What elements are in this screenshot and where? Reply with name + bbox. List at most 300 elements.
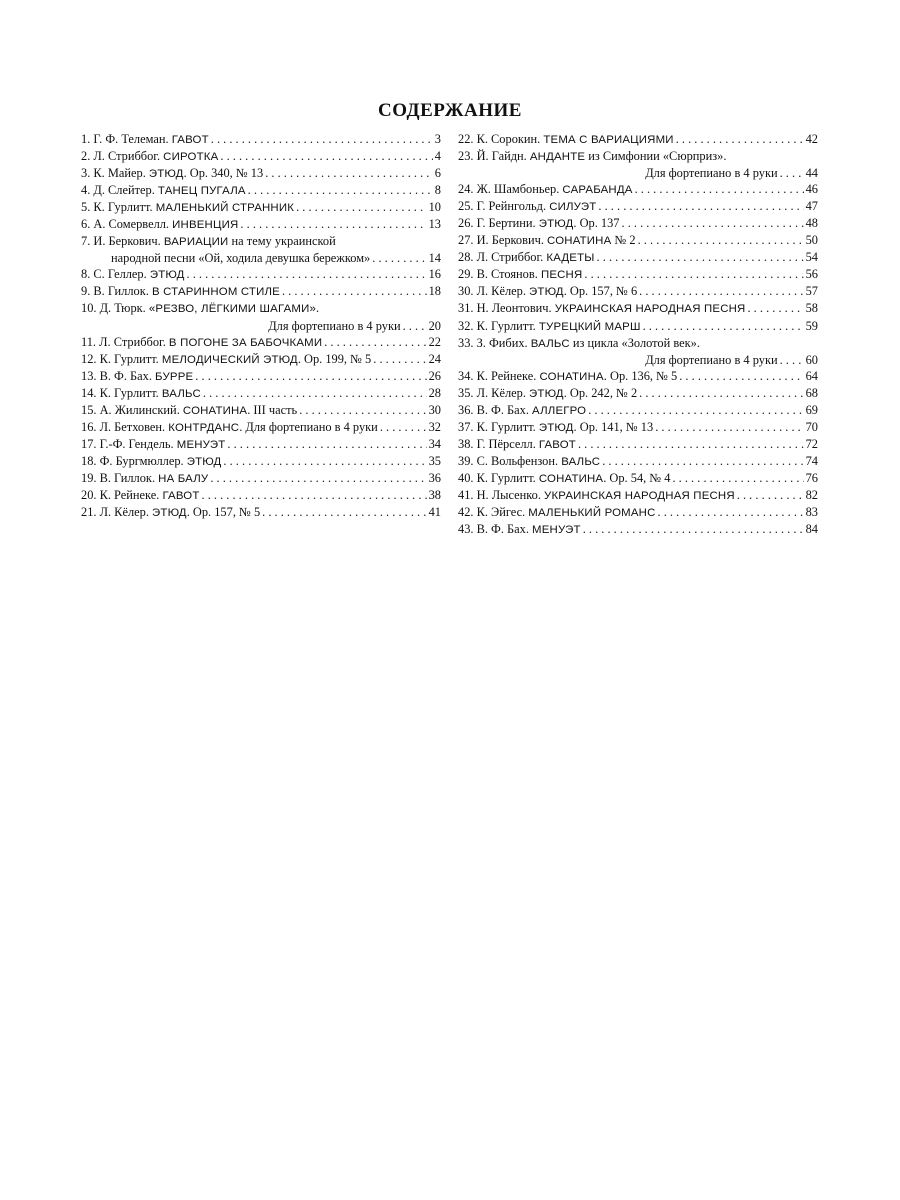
toc-entry (81, 283, 441, 300)
toc-page-number: 41 (428, 505, 441, 520)
toc-page-number: 74 (805, 453, 818, 468)
toc-author: 37. К. Гурлитт. (458, 419, 539, 434)
toc-piece-detail: из Симфонии «Сюрприз». (585, 149, 727, 164)
toc-entry-line (81, 419, 441, 436)
toc-entry-line (81, 283, 441, 300)
toc-piece-name: УКРАИНСКАЯ НАРОДНАЯ ПЕСНЯ (544, 489, 735, 502)
toc-entry (81, 266, 441, 283)
toc-entry (81, 436, 441, 453)
toc-piece-name: ПЕСНЯ (540, 269, 583, 282)
toc-piece-detail: . Ор. 157, № 6 (563, 284, 638, 299)
toc-entry (458, 215, 818, 232)
toc-page-number: 82 (805, 487, 818, 502)
toc-entry-title (458, 368, 677, 385)
toc-leader (598, 198, 803, 214)
toc-author: 39. С. Вольфензон. (458, 453, 562, 468)
toc-entry (458, 385, 818, 402)
toc-piece-name: ИНВЕНЦИЯ (172, 219, 239, 232)
toc-page-number: 22 (428, 334, 441, 349)
toc-leader (202, 487, 427, 503)
toc-page-number: 56 (805, 267, 818, 282)
toc-leader (588, 402, 803, 418)
toc-entry-line (458, 335, 818, 352)
toc-author: 38. Г. Пёрселл. (458, 436, 539, 451)
toc-entry (81, 182, 441, 199)
toc-entry (81, 504, 441, 521)
toc-page-number: 38 (428, 487, 441, 502)
toc-author: 8. С. Геллер. (81, 267, 150, 282)
toc-entry-title (458, 470, 670, 487)
toc-entry-title (458, 521, 581, 538)
toc-entry (458, 198, 818, 215)
toc-entry-title (458, 385, 637, 402)
toc-piece-detail: . Ор. 242, № 2 (563, 385, 638, 400)
toc-author: 40. К. Гурлитт. (458, 470, 539, 485)
toc-piece-name: «РЕЗВО, ЛЁГКИМИ ШАГАМИ» (148, 303, 316, 316)
toc-entry-line (458, 249, 818, 266)
toc-entry (458, 283, 818, 300)
toc-entry-title (458, 266, 582, 283)
toc-author: 35. Л. Кёлер. (458, 385, 530, 400)
toc-entry (81, 368, 441, 385)
toc-entry-line (458, 487, 818, 504)
toc-entry (81, 199, 441, 216)
toc-author: 34. К. Рейнеке. (458, 368, 540, 383)
toc-leader (597, 249, 804, 265)
toc-page-number: 35 (428, 453, 441, 468)
toc-leader (639, 283, 803, 299)
toc-page-number: 50 (805, 233, 818, 248)
toc-page-number: 83 (805, 505, 818, 520)
toc-entry-title (81, 334, 322, 351)
toc-piece-name: СИЛУЭТ (549, 201, 597, 214)
toc-leader (220, 148, 432, 164)
toc-author: 27. И. Беркович. (458, 233, 548, 248)
toc-author: 23. Й. Гайдн. (458, 149, 530, 164)
toc-leader (227, 436, 426, 452)
toc-leader (299, 402, 426, 418)
toc-leader (282, 283, 427, 299)
toc-author: 24. Ж. Шамбоньер. (458, 182, 563, 197)
toc-author: 25. Г. Рейнгольд. (458, 199, 550, 214)
toc-entry-title (458, 181, 633, 198)
toc-column-right (458, 131, 818, 538)
toc-piece-name: КОНТРДАНС (168, 421, 240, 434)
toc-entry (458, 368, 818, 385)
toc-entry-title (81, 402, 297, 419)
toc-piece-name: СОНАТИНА (539, 370, 604, 383)
toc-entry (458, 300, 818, 317)
toc-entry (458, 249, 818, 266)
toc-entry-title (81, 419, 378, 436)
toc-entry-title (458, 318, 641, 335)
toc-entry-title (458, 148, 726, 165)
toc-page-number: 4 (434, 149, 441, 164)
toc-entry (81, 334, 441, 351)
toc-entry (458, 131, 818, 148)
toc-entry-line (458, 419, 818, 436)
toc-entry-line (81, 351, 441, 368)
toc-leader (380, 419, 427, 435)
toc-leader (583, 521, 804, 537)
toc-leader (248, 182, 433, 198)
toc-entry-title (458, 402, 586, 419)
toc-page-number: 60 (805, 352, 818, 367)
toc-leader (602, 453, 803, 469)
toc-page-number: 57 (805, 284, 818, 299)
toc-page-number: 10 (428, 200, 441, 215)
toc-piece-detail: . Ор. 137 (573, 216, 620, 231)
toc-entry-line (458, 232, 818, 249)
toc-piece-name: МАЛЕНЬКИЙ СТРАННИК (155, 202, 295, 215)
toc-leader (203, 385, 427, 401)
toc-entry-title (81, 351, 371, 368)
toc-entry-line (458, 215, 818, 232)
toc-page-number: 54 (805, 250, 818, 265)
toc-entry (81, 419, 441, 436)
toc-entry (458, 453, 818, 470)
toc-piece-name: АЛЛЕГРО (532, 404, 587, 417)
toc-entry-title (458, 215, 620, 232)
toc-entry-title (458, 436, 576, 453)
toc-entry-title (81, 368, 193, 385)
toc-piece-name: МЕНУЭТ (176, 438, 226, 451)
toc-author: 31. Н. Леонтович. (458, 301, 555, 316)
toc-piece-name: ЭТЮД (149, 269, 185, 282)
toc-entry-note: Для фортепиано в 4 руки (645, 352, 778, 367)
toc-piece-name: ВАЛЬС (161, 387, 201, 400)
toc-piece-detail: . (316, 301, 320, 316)
toc-page-number: 47 (805, 199, 818, 214)
toc-entry (458, 470, 818, 487)
toc-entry-note: Для фортепиано в 4 руки (645, 166, 778, 181)
toc-piece-name: УКРАИНСКАЯ НАРОДНАЯ ПЕСНЯ (554, 303, 746, 316)
toc-page-number: 8 (434, 183, 441, 198)
toc-piece-detail: . Ор. 340, № 13 (183, 166, 264, 181)
toc-entry-line (81, 182, 441, 199)
toc-entry-line (458, 352, 818, 368)
toc-entry (458, 266, 818, 283)
toc-leader (296, 199, 427, 215)
toc-leader (240, 216, 426, 232)
toc-leader (265, 165, 433, 181)
toc-entry-line (81, 402, 441, 419)
toc-author: 29. В. Стоянов. (458, 267, 541, 282)
toc-piece-name: ТЕМА С ВАРИАЦИЯМИ (543, 134, 674, 146)
toc-entry-line (81, 266, 441, 283)
toc-entry-line (81, 504, 441, 521)
toc-entry (81, 402, 441, 419)
toc-page-number: 72 (805, 436, 818, 451)
toc-piece-name: СИРОТКА (163, 151, 219, 164)
toc-leader (578, 436, 804, 452)
toc-entry (81, 216, 441, 233)
toc-entry (81, 351, 441, 368)
toc-leader (679, 368, 803, 384)
toc-piece-name: ЭТЮД (538, 218, 574, 231)
toc-page-number: 70 (805, 419, 818, 434)
toc-entry-title (458, 232, 636, 249)
toc-entry-line (458, 402, 818, 419)
toc-entry-title (81, 487, 200, 504)
toc-piece-detail: . Ор. 141, № 13 (573, 419, 654, 434)
toc-author: 9. В. Гиллок. (81, 284, 152, 299)
toc-piece-detail: . Ор. 136, № 5 (603, 368, 678, 383)
toc-author: 20. К. Рейнеке. (81, 487, 163, 502)
toc-entry-line (81, 453, 441, 470)
toc-piece-name: ГАВОТ (538, 438, 576, 451)
toc-entry-line (81, 131, 441, 148)
toc-piece-name: ТАНЕЦ ПУГАЛА (157, 185, 246, 198)
toc-entry-title (458, 131, 674, 148)
toc-page-number: 36 (428, 470, 441, 485)
toc-author: 17. Г.-Ф. Гендель. (81, 436, 177, 451)
toc-piece-name: ЭТЮД (529, 286, 564, 299)
toc-leader (211, 131, 433, 147)
toc-author: 15. А. Жилинский. (81, 402, 183, 417)
toc-entry-title (81, 453, 221, 470)
toc-entry (81, 385, 441, 402)
toc-entry-line (81, 318, 441, 334)
toc-leader (584, 266, 803, 282)
toc-leader (780, 352, 804, 368)
toc-entry-title (81, 504, 260, 521)
toc-author: 21. Л. Кёлер. (81, 505, 153, 520)
toc-entry (81, 453, 441, 470)
toc-entry-line (458, 266, 818, 283)
toc-author: 16. Л. Бетховен. (81, 419, 169, 434)
toc-entry (81, 470, 441, 487)
toc-column-left (81, 131, 441, 521)
toc-piece-name: В ПОГОНЕ ЗА БАБОЧКАМИ (168, 336, 323, 349)
toc-page-number: 46 (805, 182, 818, 197)
toc-piece-name: НА БАЛУ (158, 472, 209, 485)
toc-entry-title (81, 436, 225, 453)
toc-entry-title (81, 266, 185, 283)
toc-entry (458, 181, 818, 198)
toc-piece-name: ГАВОТ (171, 134, 209, 146)
toc-entry-title (81, 148, 218, 165)
toc-page-number: 26 (428, 368, 441, 383)
toc-entry-line (81, 487, 441, 504)
toc-author: 3. К. Майер. (81, 166, 149, 181)
toc-author: 11. Л. Стриббог. (81, 334, 169, 349)
toc-piece-name: АНДАНТЕ (529, 151, 586, 164)
toc-entry-line (81, 436, 441, 453)
toc-entry (81, 131, 441, 148)
toc-piece-name: ГАВОТ (162, 489, 200, 502)
toc-entry (81, 300, 441, 333)
toc-piece-name: ВАРИАЦИИ (163, 236, 229, 249)
toc-entry (458, 232, 818, 249)
toc-entry-title (81, 385, 201, 402)
toc-entry-line (81, 250, 441, 266)
toc-piece-detail: . Ор. 54, № 4 (603, 470, 671, 485)
toc-author: 7. И. Беркович. (81, 234, 164, 249)
toc-author: 1. Г. Ф. Телеман. (81, 132, 172, 146)
toc-leader (737, 487, 804, 503)
toc-page-number: 30 (428, 402, 441, 417)
toc-leader (747, 300, 803, 316)
toc-piece-name: ЭТЮД (538, 421, 574, 434)
toc-author: 4. Д. Слейтер. (81, 183, 158, 198)
toc-entry-title (81, 216, 238, 233)
toc-author: 2. Л. Стриббог. (81, 149, 164, 164)
toc-leader (622, 215, 804, 231)
toc-entry (458, 148, 818, 181)
toc-entry-line (81, 216, 441, 233)
toc-page-number: 59 (805, 318, 818, 333)
toc-leader (324, 334, 426, 350)
toc-entry-line (81, 470, 441, 487)
toc-leader (672, 470, 803, 486)
toc-leader (635, 181, 804, 197)
toc-piece-name: КАДЕТЫ (546, 252, 595, 265)
toc-entry (458, 419, 818, 436)
toc-page-number: 28 (428, 385, 441, 400)
toc-leader (780, 165, 804, 181)
toc-author: 19. В. Гиллок. (81, 470, 159, 485)
toc-entry-line (458, 283, 818, 300)
toc-entry-note: Для фортепиано в 4 руки (268, 318, 401, 333)
toc-author: 41. Н. Лысенко. (458, 487, 545, 502)
toc-page-number: 44 (805, 166, 818, 181)
toc-author: 6. А. Сомервелл. (81, 217, 173, 232)
toc-entry (458, 504, 818, 521)
toc-piece-detail: из цикла «Золотой век». (569, 335, 700, 350)
toc-piece-name: ЭТЮД (529, 387, 564, 400)
toc-leader (403, 318, 427, 334)
toc-author: 22. К. Сорокин. (458, 132, 544, 146)
toc-author: 28. Л. Стриббог. (458, 250, 547, 265)
toc-piece-name: БУРРЕ (155, 370, 194, 383)
toc-leader (676, 131, 804, 147)
toc-entry-line (458, 470, 818, 487)
toc-leader (195, 368, 426, 384)
toc-author: 36. В. Ф. Бах. (458, 402, 533, 417)
toc-entry-title (458, 419, 653, 436)
toc-author: 26. Г. Бертини. (458, 216, 539, 231)
toc-entry-line (81, 233, 441, 250)
toc-entry (458, 335, 818, 368)
toc-page-number: 24 (428, 351, 441, 366)
toc-page-number: 20 (428, 318, 441, 333)
toc-entry-title (458, 487, 735, 504)
toc-author: 42. К. Эйгес. (458, 505, 529, 520)
toc-entry-line (458, 453, 818, 470)
toc-entry-title (81, 233, 336, 250)
toc-leader (210, 470, 426, 486)
toc-entry-title (458, 300, 745, 317)
toc-page-number: 13 (428, 217, 441, 232)
toc-piece-name: В СТАРИННОМ СТИЛЕ (151, 286, 280, 299)
toc-leader (187, 266, 427, 282)
toc-page-number: 64 (805, 368, 818, 383)
toc-entry (458, 521, 818, 538)
page-title: СОДЕРЖАНИЕ (378, 100, 522, 121)
toc-piece-name: ЭТЮД (152, 507, 187, 520)
toc-entry-title (81, 300, 319, 317)
toc-entry-title (458, 335, 700, 352)
toc-author: 5. К. Гурлитт. (81, 200, 156, 215)
toc-page-number: 84 (805, 522, 818, 537)
toc-entry-title (81, 199, 294, 216)
toc-leader (655, 419, 803, 435)
toc-page-number: 69 (805, 402, 818, 417)
toc-entry-title (458, 453, 600, 470)
toc-piece-name: ЭТЮД (186, 455, 222, 468)
toc-entry-line (81, 334, 441, 351)
toc-entry (458, 436, 818, 453)
toc-entry-line (81, 165, 441, 182)
toc-leader (223, 453, 426, 469)
toc-author: 10. Д. Тюрк. (81, 301, 149, 316)
toc-page-number: 32 (428, 419, 441, 434)
toc-entry-title (81, 470, 208, 487)
toc-entry-line (458, 436, 818, 453)
toc-entry-line (458, 165, 818, 181)
toc-entry (81, 165, 441, 182)
toc-author: 18. Ф. Бургмюллер. (81, 453, 187, 468)
toc-entry-line (81, 148, 441, 165)
toc-entry-line (458, 300, 818, 317)
toc-page-number: 34 (428, 436, 441, 451)
toc-entry-title (81, 283, 280, 300)
toc-leader (373, 351, 426, 367)
toc-page-number: 16 (428, 267, 441, 282)
toc-entry (458, 487, 818, 504)
toc-piece-name: ЭТЮД (148, 168, 184, 181)
toc-entry (458, 318, 818, 335)
toc-entry-line (81, 300, 441, 317)
toc-entry-line (458, 148, 818, 165)
toc-entry-line (81, 199, 441, 216)
toc-page-number: 14 (428, 251, 441, 266)
toc-entry-line (458, 504, 818, 521)
toc-piece-name: МЕЛОДИЧЕСКИЙ ЭТЮД (161, 353, 298, 366)
toc-piece-detail: . Ор. 199, № 5 (297, 351, 372, 366)
toc-piece-detail: . Ор. 157, № 5 (186, 505, 261, 520)
toc-entry-title (458, 249, 595, 266)
toc-piece-name: ВАЛЬС (561, 455, 601, 468)
toc-entry-line (458, 181, 818, 198)
toc-piece-name: СОНАТИНА (547, 235, 612, 248)
toc-entry-line (458, 318, 818, 335)
toc-page-number: 76 (805, 470, 818, 485)
toc-piece-name: СОНАТИНА (182, 404, 248, 417)
toc-page-number: 18 (428, 284, 441, 299)
toc-entry-continuation: народной песни «Ой, ходила девушка бережком» (111, 251, 371, 266)
toc-piece-detail: № 2 (611, 233, 636, 248)
toc-entry-title (458, 504, 656, 521)
toc-piece-name: СОНАТИНА (538, 472, 604, 485)
toc-leader (658, 504, 804, 520)
toc-author: 13. В. Ф. Бах. (81, 368, 156, 383)
toc-author: 12. К. Гурлитт. (81, 351, 162, 366)
toc-leader (639, 385, 803, 401)
toc-page-number: 58 (805, 301, 818, 316)
toc-author: 33. З. Фибих. (458, 335, 531, 350)
toc-page-number: 68 (805, 385, 818, 400)
toc-piece-detail: . Для фортепиано в 4 руки (239, 419, 378, 434)
toc-entry-title (81, 165, 263, 182)
toc-entry (458, 402, 818, 419)
toc-entry-title (458, 283, 637, 300)
toc-page-number: 6 (434, 166, 441, 181)
toc-author: 32. К. Гурлитт. (458, 318, 539, 333)
toc-page-number: 3 (434, 132, 441, 146)
toc-piece-name: МАЛЕНЬКИЙ РОМАНС (528, 507, 656, 520)
